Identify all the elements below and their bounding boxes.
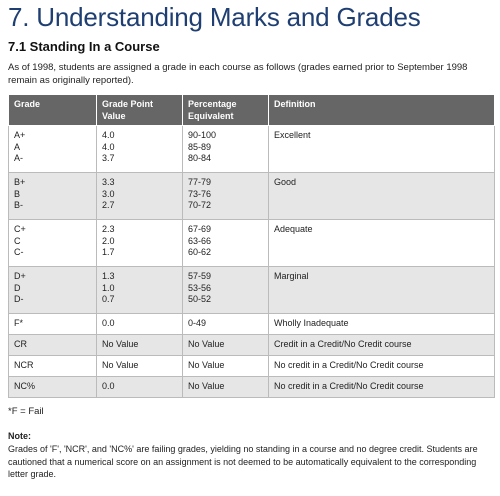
grade-value: C+ — [14, 224, 26, 234]
grade-value: C — [14, 235, 21, 246]
definition-cell: Good — [269, 173, 495, 220]
gpv-value: 4.0 — [102, 141, 115, 152]
definition-cell: No credit in a Credit/No Credit course — [269, 356, 495, 377]
table-row — [9, 173, 495, 220]
percent-value: 57-59 — [188, 271, 212, 281]
percent-value: 67-69 — [188, 224, 212, 234]
gpv-value: 3.0 — [102, 188, 115, 199]
percent-cell: No Value — [183, 335, 269, 356]
gpv-cell — [97, 267, 183, 314]
table-row — [9, 126, 495, 173]
grade-cell — [9, 220, 97, 267]
definition-cell: Marginal — [269, 267, 495, 314]
percent-value: 53-56 — [188, 282, 212, 293]
percent-value: 60-62 — [188, 247, 212, 257]
note-text: Grades of 'F', 'NCR', and 'NC%' are failing grades, yielding no standing in a course and no degree credit. Students are cautioned that a numerical score on an assignment is not deemed to be automatically equivalent to the corresponding letter grade. — [8, 444, 478, 479]
percent-cell: No Value — [183, 356, 269, 377]
percent-value: 80-84 — [188, 153, 212, 163]
percent-cell — [183, 173, 269, 220]
grade-cell: CR — [9, 335, 97, 356]
header-grade-point-value: Grade Point Value — [97, 95, 183, 126]
gpv-value: 1.7 — [102, 247, 115, 257]
grade-value: D+ — [14, 271, 26, 281]
percent-cell — [183, 220, 269, 267]
percent-value: 90-100 — [188, 130, 217, 140]
footnote: *F = Fail — [8, 406, 44, 417]
gpv-cell — [97, 220, 183, 267]
percent-cell — [183, 126, 269, 173]
gpv-value: 3.3 — [102, 177, 115, 187]
gpv-cell — [97, 173, 183, 220]
percent-value: 77-79 — [188, 177, 212, 187]
gpv-value: 2.0 — [102, 235, 115, 246]
grade-value: C- — [14, 247, 24, 257]
gpv-value: 2.7 — [102, 200, 115, 210]
percent-value: 63-66 — [188, 235, 212, 246]
table-row — [9, 267, 495, 314]
header-percent-line1: Percentage — [188, 99, 237, 109]
header-definition: Definition — [269, 95, 495, 126]
grade-value: A — [14, 141, 21, 152]
grade-value: D- — [14, 294, 24, 304]
grade-value: B — [14, 188, 21, 199]
page-title: 7. Understanding Marks and Grades — [8, 2, 421, 32]
gpv-cell: No Value — [97, 335, 183, 356]
gpv-cell: 0.0 — [97, 314, 183, 335]
definition-cell: Adequate — [269, 220, 495, 267]
grade-cell — [9, 267, 97, 314]
gpv-cell: 0.0 — [97, 377, 183, 398]
gpv-value: 2.3 — [102, 224, 115, 234]
percent-value: 73-76 — [188, 188, 212, 199]
definition-cell: Excellent — [269, 126, 495, 173]
percent-cell — [183, 267, 269, 314]
percent-value: 85-89 — [188, 141, 212, 152]
percent-cell: No Value — [183, 377, 269, 398]
grade-cell — [9, 126, 97, 173]
grade-cell: NCR — [9, 356, 97, 377]
header-percent-line2: Equivalent — [188, 111, 234, 121]
grade-value: A- — [14, 153, 23, 163]
gpv-value: 4.0 — [102, 130, 115, 140]
table-row — [9, 377, 495, 398]
gpv-cell — [97, 126, 183, 173]
table-row — [9, 314, 495, 335]
header-grade: Grade — [9, 95, 97, 126]
table-header-row — [9, 95, 495, 126]
section-title: 7.1 Standing In a Course — [8, 39, 160, 54]
gpv-value: 0.7 — [102, 294, 115, 304]
grade-value: A+ — [14, 130, 26, 140]
grade-cell: NC% — [9, 377, 97, 398]
definition-cell: Wholly Inadequate — [269, 314, 495, 335]
percent-cell: 0-49 — [183, 314, 269, 335]
percent-value: 50-52 — [188, 294, 212, 304]
table-row — [9, 335, 495, 356]
percent-value: 70-72 — [188, 200, 212, 210]
gpv-cell: No Value — [97, 356, 183, 377]
table-row — [9, 220, 495, 267]
header-percentage-equivalent — [183, 95, 269, 126]
grade-cell: F* — [9, 314, 97, 335]
gpv-value: 1.0 — [102, 282, 115, 293]
definition-cell: Credit in a Credit/No Credit course — [269, 335, 495, 356]
intro-text: As of 1998, students are assigned a grade in each course as follows (grades earned prior to September 1998 remain as originally reported). — [8, 62, 468, 86]
grades-table — [8, 94, 495, 398]
grade-cell — [9, 173, 97, 220]
gpv-value: 1.3 — [102, 271, 115, 281]
table-row — [9, 356, 495, 377]
definition-cell: No credit in a Credit/No Credit course — [269, 377, 495, 398]
gpv-value: 3.7 — [102, 153, 115, 163]
grade-value: B+ — [14, 177, 26, 187]
grade-value: D — [14, 282, 21, 293]
grade-value: B- — [14, 200, 23, 210]
note-label: Note: — [8, 431, 31, 441]
